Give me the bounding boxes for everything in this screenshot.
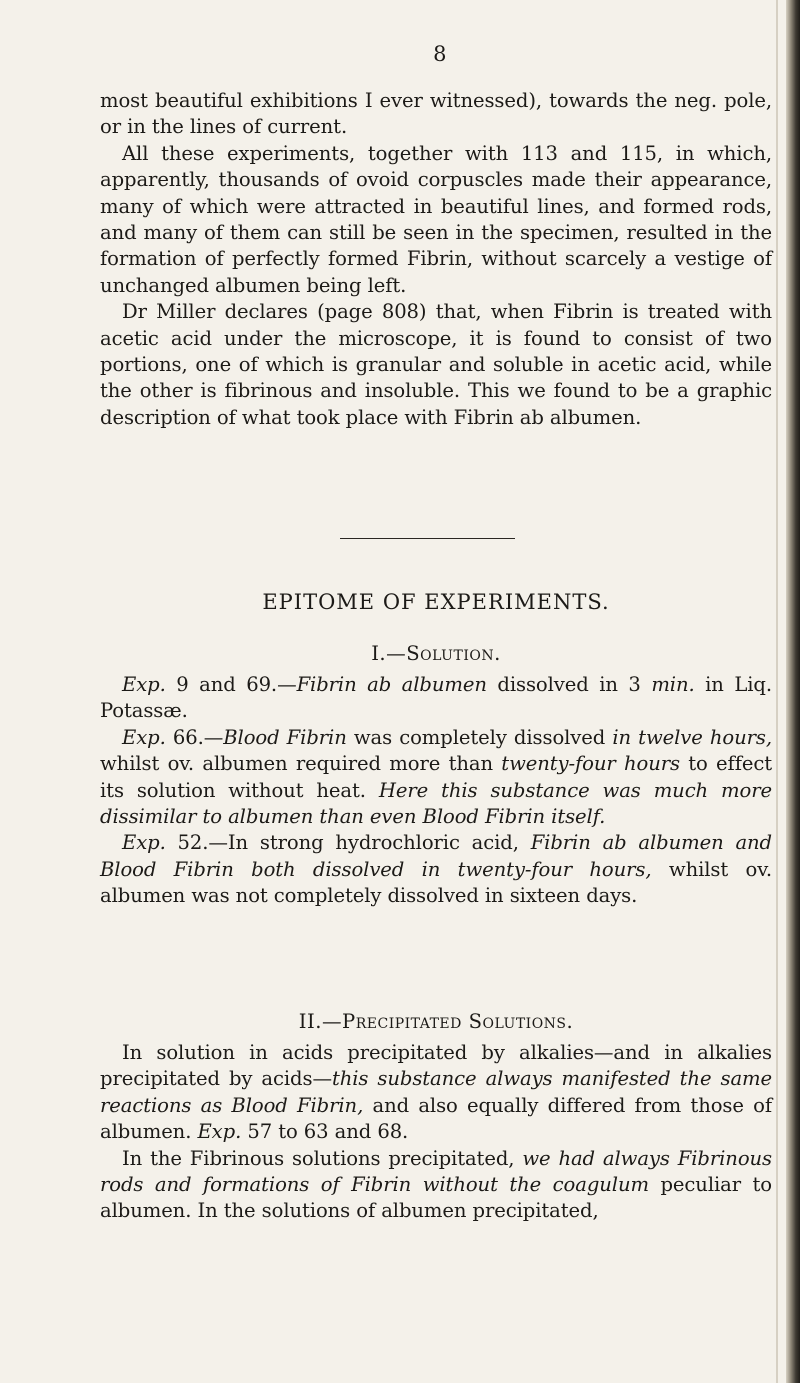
experiment-9-69: Exp. 9 and 69.—Fibrin ab albumen dissolved in 3 min. in Liq. Potassæ. [100, 673, 773, 723]
experiment-66: Exp. 66.—Blood Fibrin was completely dissolved in twelve hours, whilst ov. albumen required more than twenty-four hours to effect its solution without heat. Here this substance was much more dissimilar to albumen than even Blood Fibrin itself. [100, 725, 772, 829]
page-number: 8 [433, 42, 447, 66]
opening-text [100, 88, 772, 431]
paragraph-miller: Dr Miller declares (page 808) that, when Fibrin is treated with acetic acid under the microscope, it is found to consist of two portions, one of which is granular and soluble in acetic acid, while the other is fibrinous and insoluble. This we found to be a graphic description of what took place with Fibrin ab albumen. [100, 300, 772, 429]
subsection-heading-solution: I.—Solution. [371, 642, 501, 665]
precipitated-text [100, 1040, 772, 1225]
section-title: EPITOME OF EXPERIMENTS. [262, 590, 610, 614]
page-gutter-line [776, 0, 778, 1383]
section-divider [340, 538, 515, 539]
paragraph-fibrinous-solutions: In the Fibrinous solutions precipitated, we had always Fibrinous rods and formations of Fibrin without the coagulum peculiar to albumen. In the solutions of albumen precipitated, [100, 1146, 773, 1223]
paragraph-continuation: most beautiful exhibitions I ever witnessed), towards the neg. pole, or in the lines of current. [100, 89, 772, 139]
subsection-heading-precipitated: II.—Precipitated Solutions. [298, 1010, 574, 1033]
paragraph-experiments: All these experiments, together with 113 and 115, in which, apparently, thousands of ovoid corpuscles made their appearance, many of which were attracted in beautiful lines, and formed rods, and many of them can still be seen in the specimen, resulted in the formation of perfectly formed Fibrin, without scarcely a vestige of unchanged albumen being left. [100, 141, 772, 297]
experiment-52: Exp. 52.—In strong hydrochloric acid, Fibrin ab albumen and Blood Fibrin both dissolved in twenty-four hours, whilst ov. albumen was not completely dissolved in sixteen days. [100, 831, 773, 908]
paragraph-acids-alkalies: In solution in acids precipitated by alkalies—and in alkalies precipitated by acids—this substance always manifested the same reactions as Blood Fibrin, and also equally differed from those of albumen. Exp. 57 to 63 and 68. [100, 1041, 773, 1144]
solution-experiments [100, 672, 772, 910]
book-binding-edge [786, 0, 800, 1383]
